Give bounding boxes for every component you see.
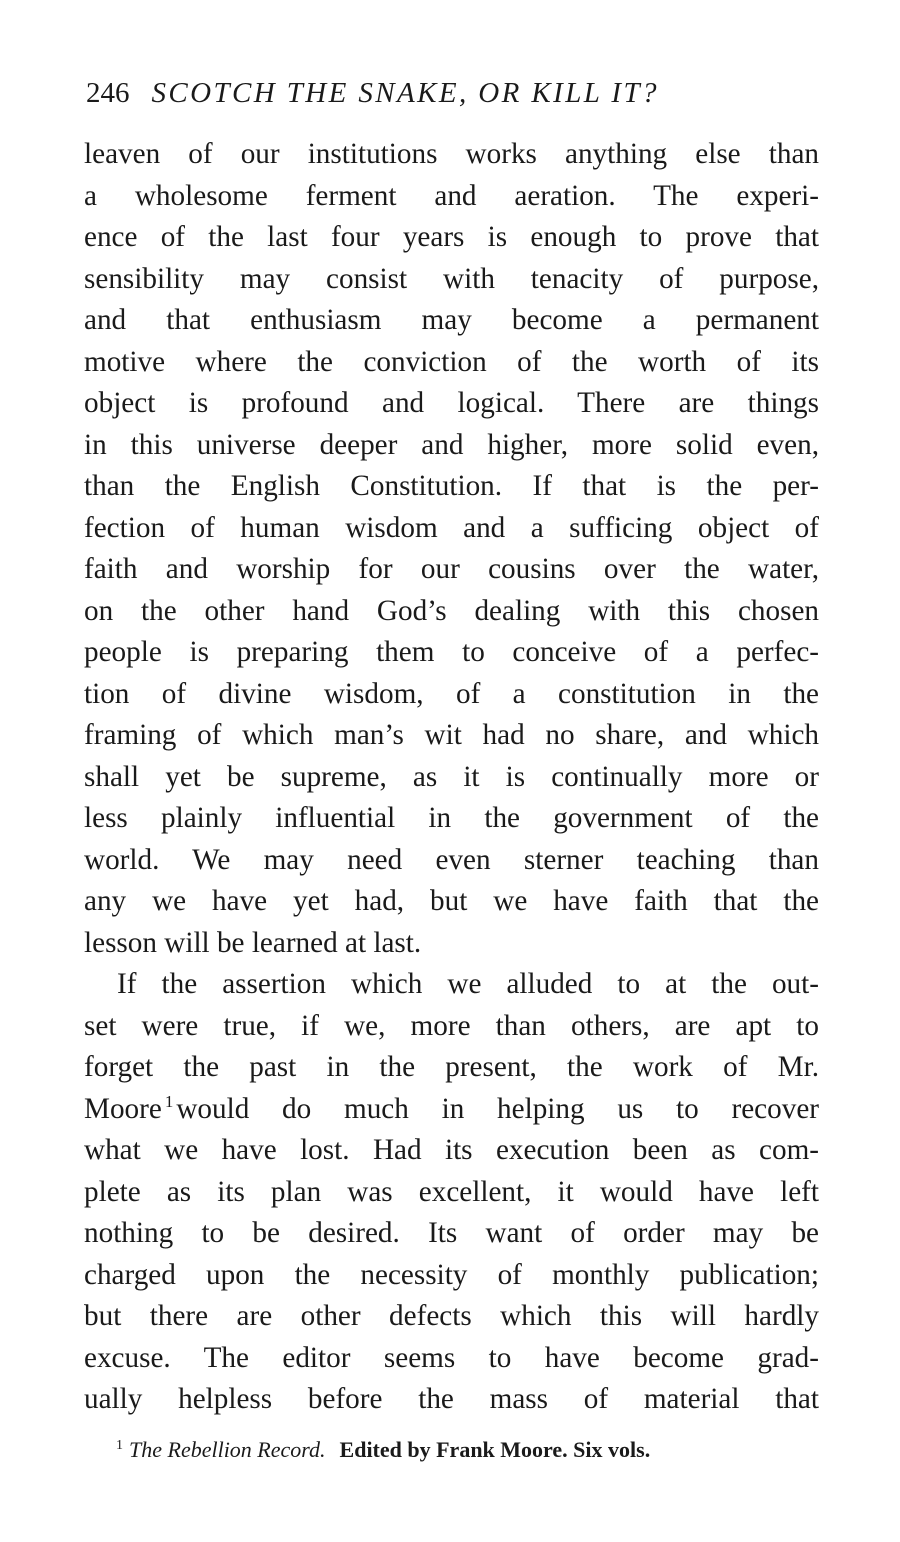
text-line: object is profound and logical. There are things — [84, 387, 819, 419]
footnote-number: 1 — [116, 1438, 123, 1453]
text-line: excuse. The editor seems to have become grad- — [84, 1341, 819, 1374]
text-line: any we have yet had, but we have faith that the — [84, 885, 819, 917]
text-line: people is preparing them to conceive of a perfec- — [84, 636, 819, 668]
text-line: set were true, if we, more than others, are apt to — [84, 1009, 819, 1042]
running-title: SCOTCH THE SNAKE, OR KILL IT? — [151, 77, 659, 109]
text-line: than the English Constitution. If that is the per- — [84, 470, 819, 502]
footnote-work-title: The Rebellion Record. — [129, 1437, 326, 1462]
text-fragment: Moore — [84, 1092, 162, 1125]
text-line: but there are other defects which this will hardly — [84, 1300, 819, 1332]
footnote-details: Edited by Frank Moore. Six vols. — [339, 1437, 651, 1462]
text-line: leaven of our institutions works anything else than — [84, 138, 819, 170]
text-line: a wholesome ferment and aeration. The experi- — [84, 179, 819, 212]
text-line: If the assertion which we alluded to at the out- — [117, 968, 819, 1000]
text-line: sensibility may consist with tenacity of purpose, — [84, 262, 819, 295]
text-line: forget the past in the present, the work of Mr. — [84, 1051, 819, 1083]
page-number: 246 — [86, 77, 130, 109]
text-line: world. We may need even sterner teaching than — [84, 843, 819, 876]
running-head — [86, 76, 659, 110]
body-text — [84, 134, 819, 1421]
text-line: shall yet be supreme, as it is continually more or — [84, 760, 819, 793]
text-line: tion of divine wisdom, of a constitution in the — [84, 677, 819, 710]
text-line: nothing to be desired. Its want of order may be — [84, 1217, 819, 1249]
text-line: motive where the conviction of the worth of its — [84, 345, 819, 378]
footnote — [116, 1432, 650, 1464]
text-line: ually helpless before the mass of material that — [84, 1383, 819, 1415]
text-line: fection of human wisdom and a sufficing object of — [84, 511, 819, 544]
text-line-with-footnote-ref — [84, 1089, 819, 1131]
text-line: in this universe deeper and higher, more solid even, — [84, 428, 819, 461]
text-line: plete as its plan was excellent, it would have left — [84, 1175, 819, 1208]
text-line: charged upon the necessity of monthly publication; — [84, 1258, 819, 1291]
text-line: and that enthusiasm may become a permanent — [84, 304, 819, 336]
text-fragment: would do much in helping us to recover — [176, 1092, 819, 1125]
text-line: on the other hand God’s dealing with this chosen — [84, 594, 819, 627]
text-line: what we have lost. Had its execution been as com- — [84, 1134, 819, 1166]
text-line: lesson will be learned at last. — [84, 926, 422, 959]
footnote-reference: 1 — [164, 1091, 174, 1111]
text-line: faith and worship for our cousins over the water, — [84, 553, 819, 585]
text-line: framing of which man’s wit had no share, and which — [84, 719, 819, 751]
text-line: ence of the last four years is enough to prove that — [84, 221, 819, 253]
text-line: less plainly influential in the government of the — [84, 802, 819, 834]
